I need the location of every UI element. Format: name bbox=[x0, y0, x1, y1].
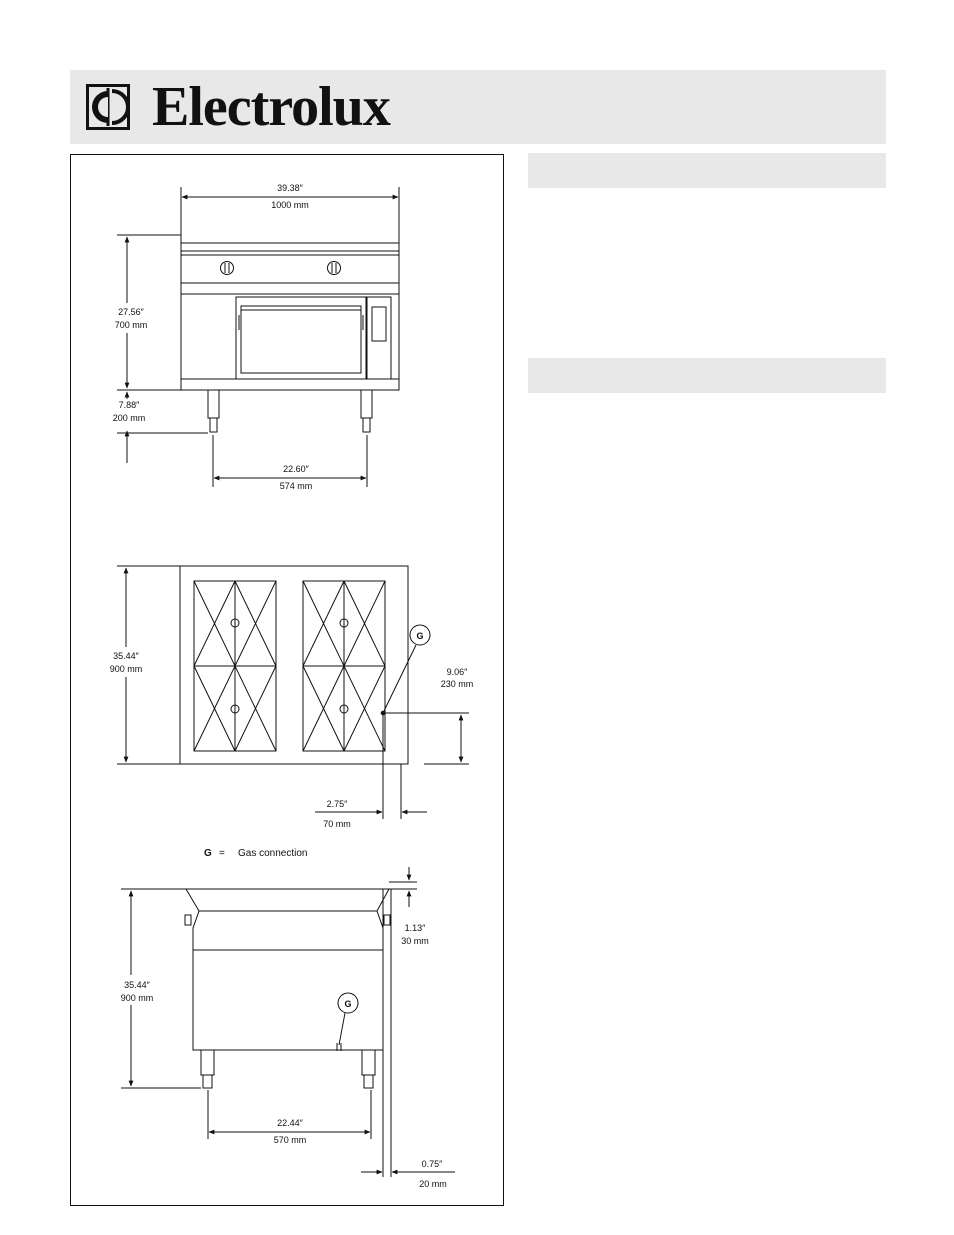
front-height-in: 27.56″ bbox=[118, 307, 144, 317]
top-depth-mm: 900 mm bbox=[109, 664, 143, 674]
side-leg-spacing-mm: 570 mm bbox=[273, 1135, 307, 1145]
gas-offset-mm: 230 mm bbox=[440, 679, 474, 689]
top-depth-in: 35.44″ bbox=[113, 651, 139, 661]
legend bbox=[204, 848, 308, 859]
side-height-in: 35.44″ bbox=[124, 980, 150, 990]
top-gas-label: G bbox=[416, 631, 424, 641]
control-knob-icon bbox=[328, 262, 341, 275]
side-offset-in: 2.75″ bbox=[326, 799, 348, 809]
side-gas-label: G bbox=[344, 999, 352, 1009]
control-knob-icon bbox=[221, 262, 234, 275]
legend-text: Gas connection bbox=[238, 848, 308, 859]
section-bar-top bbox=[528, 153, 886, 188]
side-height-mm: 900 mm bbox=[120, 993, 154, 1003]
legend-key: G bbox=[204, 848, 212, 859]
front-view bbox=[113, 183, 399, 491]
rear-offset-mm: 20 mm bbox=[419, 1179, 447, 1189]
burner-grate-right bbox=[303, 581, 385, 751]
front-leg-spacing-mm: 574 mm bbox=[279, 481, 313, 491]
leg-height-in: 7.88″ bbox=[118, 400, 140, 410]
top-offset-in: 1.13″ bbox=[404, 923, 426, 933]
side-leg-spacing-in: 22.44″ bbox=[277, 1118, 303, 1128]
leg-height-mm: 200 mm bbox=[112, 413, 146, 423]
top-view bbox=[110, 566, 474, 829]
brand-header bbox=[70, 70, 886, 144]
front-width-in: 39.38″ bbox=[277, 183, 303, 193]
section-bar-middle bbox=[528, 358, 886, 393]
burner-grate-left bbox=[194, 581, 276, 751]
front-height-mm: 700 mm bbox=[114, 320, 148, 330]
technical-drawing-frame bbox=[70, 154, 504, 1206]
front-leg-spacing-in: 22.60″ bbox=[283, 464, 309, 474]
front-width-mm: 1000 mm bbox=[271, 200, 309, 210]
rear-offset-in: 0.75″ bbox=[421, 1159, 443, 1169]
top-offset-mm: 30 mm bbox=[401, 936, 429, 946]
side-offset-mm: 70 mm bbox=[323, 819, 351, 829]
gas-offset-in: 9.06″ bbox=[446, 667, 468, 677]
brand-logo bbox=[86, 76, 390, 138]
side-view bbox=[121, 867, 455, 1189]
legend-equals: = bbox=[219, 848, 225, 859]
brand-name: Electrolux bbox=[152, 76, 390, 138]
electrolux-logo-icon bbox=[86, 84, 130, 130]
technical-drawing bbox=[71, 155, 505, 1207]
